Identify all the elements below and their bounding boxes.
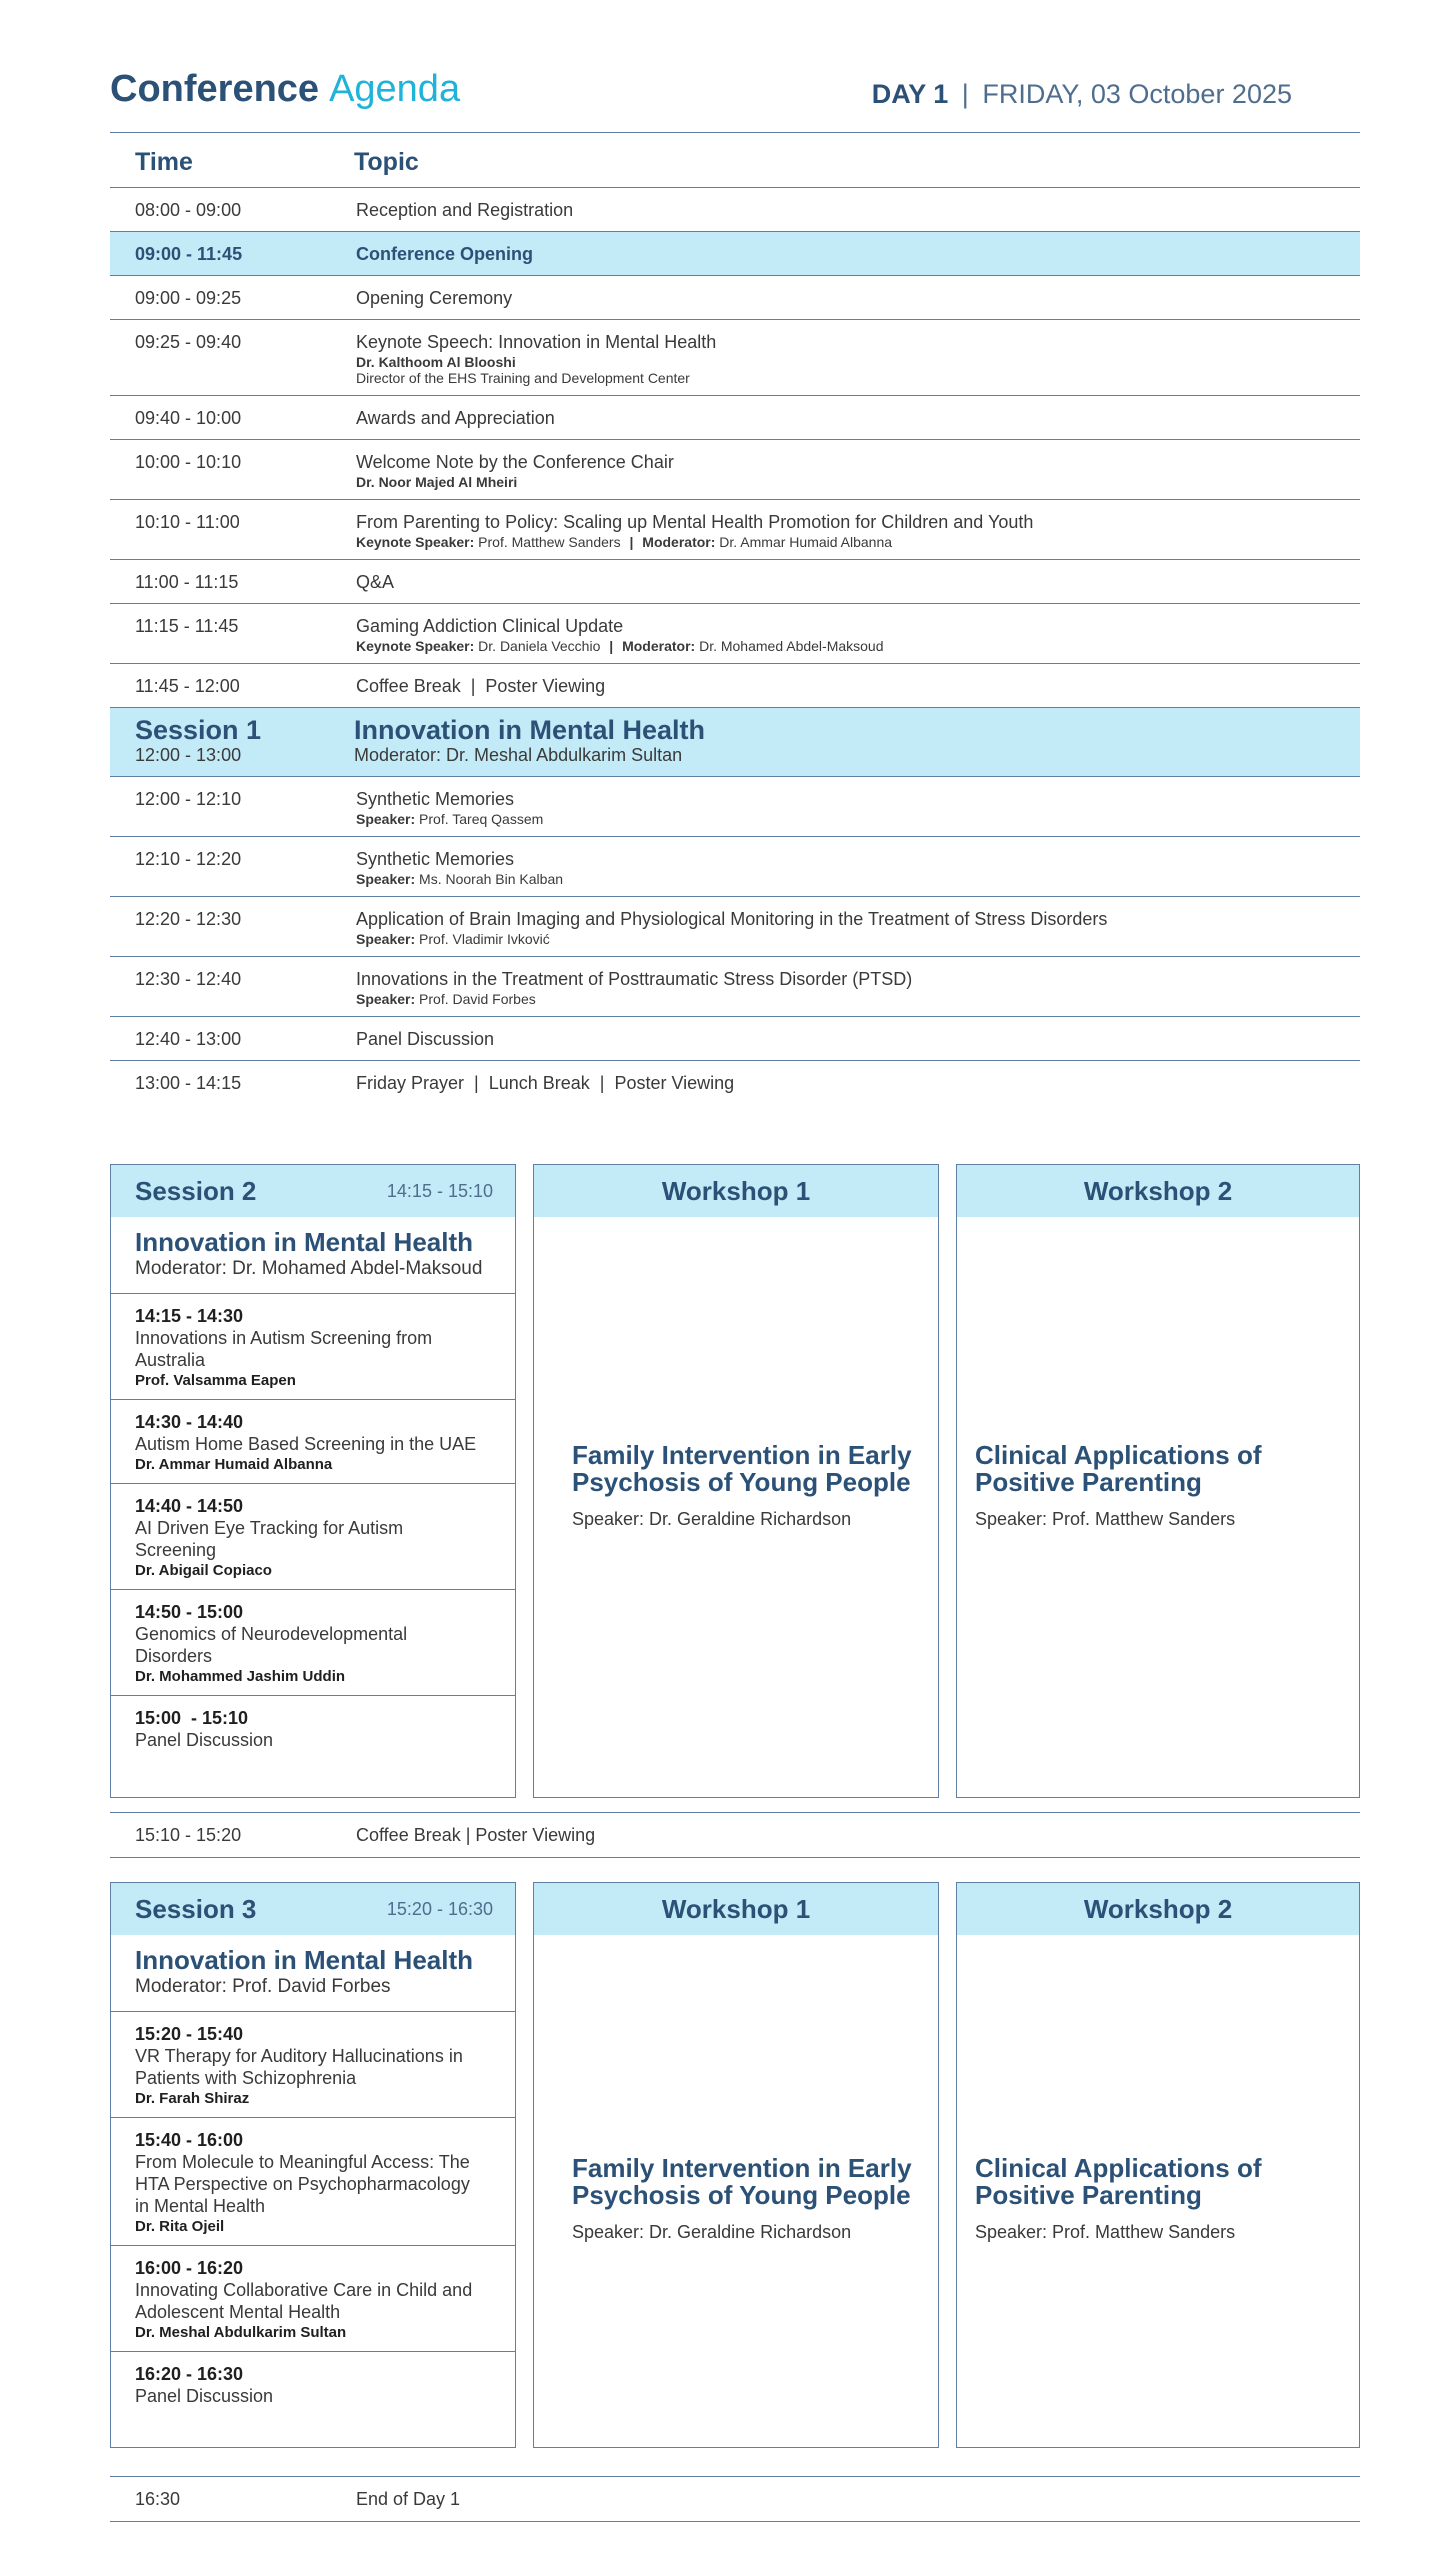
day-separator: |: [961, 79, 969, 109]
workshop1-body: [572, 1442, 918, 1530]
row-topic: Friday Prayer | Lunch Break | Poster Viewing: [356, 1073, 735, 1093]
row-topic: Conference Opening: [356, 244, 534, 264]
item-speaker: Dr. Ammar Humaid Albanna: [135, 1456, 333, 1473]
row-time: 11:00 - 11:15: [135, 572, 239, 592]
item-time: 15:40 - 16:00: [135, 2130, 244, 2150]
row-time: 09:25 - 09:40: [135, 332, 242, 352]
row-time: 12:30 - 12:40: [135, 969, 242, 989]
row-speaker: [356, 991, 1360, 1007]
table-row: [110, 500, 1360, 560]
session3-title: Innovation in Mental Health: [135, 1945, 474, 1975]
moderator-label: Moderator:: [642, 534, 716, 550]
session1-label: Session 1: [135, 715, 262, 745]
row-time: 09:40 - 10:00: [135, 408, 242, 428]
moderator-name: Dr. Ammar Humaid Albanna: [719, 534, 893, 550]
item-title: AI Driven Eye Tracking for Autism Screening: [135, 1518, 404, 1560]
workshop1-header: Workshop 1: [534, 1883, 938, 1935]
session2-time: 14:15 - 15:10: [386, 1180, 493, 1201]
page-title: [110, 66, 460, 112]
row-topic-cell: [356, 511, 1360, 550]
row-time: 11:15 - 11:45: [135, 616, 239, 636]
table-row: [110, 1061, 1360, 1104]
row-topic: Innovations in the Treatment of Posttraumatic Stress Disorder (PTSD): [356, 969, 913, 989]
session1-moderator: Moderator: Dr. Meshal Abdulkarim Sultan: [354, 745, 683, 765]
row-topic-cell: [356, 331, 1360, 386]
table-row: [110, 320, 1360, 396]
row-time: 12:40 - 13:00: [135, 1029, 242, 1049]
row-topic-cell: [356, 908, 1360, 947]
item-time: 14:30 - 14:40: [135, 1412, 244, 1432]
table-row: [110, 1017, 1360, 1061]
moderator-label: Moderator:: [622, 638, 696, 654]
row-topic-cell: [356, 848, 1360, 887]
item-time: 14:50 - 15:00: [135, 1602, 244, 1622]
item-title: Panel Discussion: [135, 1730, 274, 1750]
workshop1-title: Family Intervention in Early Psychosis of Young People: [572, 1440, 912, 1497]
session3-time: 15:20 - 16:30: [386, 1898, 493, 1919]
row-topic: Coffee Break | Poster Viewing: [356, 1824, 596, 1845]
row-time: 09:00 - 11:45: [135, 244, 243, 264]
workshop2-speaker: Speaker: Prof. Matthew Sanders: [975, 2222, 1236, 2242]
session1-title: Innovation in Mental Health: [354, 715, 706, 745]
workshop1-header: Workshop 1: [534, 1165, 938, 1217]
session-item: [111, 1696, 515, 1759]
session-item: [111, 1400, 515, 1484]
workshop2-title: Clinical Applications of Positive Parenting: [975, 2153, 1262, 2210]
row-topic-cell: [356, 968, 1360, 1007]
workshop2-header: Workshop 2: [957, 1165, 1359, 1217]
session2-workshop1-panel: [533, 1164, 939, 1798]
keynote-label: Keynote Speaker:: [356, 534, 475, 550]
workshop1-speaker: Speaker: Dr. Geraldine Richardson: [572, 2222, 852, 2242]
speaker-label: Speaker:: [356, 811, 416, 827]
row-speaker-role: Director of the EHS Training and Development Center: [356, 370, 690, 386]
day-date: [872, 76, 1292, 112]
row-speakers: [356, 534, 1360, 550]
header-rule: [110, 132, 1360, 133]
workshop1-body: [572, 2155, 918, 2243]
keynote-label: Keynote Speaker:: [356, 638, 475, 654]
item-time: 15:20 - 15:40: [135, 2024, 244, 2044]
workshop1-title: Family Intervention in Early Psychosis of Young People: [572, 2153, 912, 2210]
row-time: 08:00 - 09:00: [135, 200, 242, 220]
workshop2-title: Clinical Applications of Positive Parenting: [975, 1440, 1262, 1497]
title-bold: Conference: [110, 68, 320, 110]
coffee-break-row: [110, 1812, 1360, 1858]
table-row: [110, 276, 1360, 320]
row-speaker: [356, 354, 1360, 370]
table-row: [110, 837, 1360, 897]
item-speaker: Dr. Farah Shiraz: [135, 2090, 250, 2107]
workshop2-speaker: Speaker: Prof. Matthew Sanders: [975, 1509, 1236, 1529]
session-item: [111, 2118, 515, 2246]
table-row: [110, 188, 1360, 232]
speaker-name: Dr. Kalthoom Al Blooshi: [356, 354, 516, 370]
row-time: 10:00 - 10:10: [135, 452, 242, 472]
agenda-table: [110, 138, 1360, 1104]
speaker-name: Prof. Vladimir Ivković: [419, 931, 550, 947]
table-row: [110, 560, 1360, 604]
workshop1-speaker: Speaker: Dr. Geraldine Richardson: [572, 1509, 852, 1529]
page-header: [110, 66, 1360, 126]
row-time: 12:20 - 12:30: [135, 909, 242, 929]
item-time: 15:00 - 15:10: [135, 1708, 249, 1728]
speaker-name: Prof. David Forbes: [419, 991, 536, 1007]
table-row: [110, 664, 1360, 708]
session3-workshop2-panel: [956, 1882, 1360, 2448]
session3-header: [111, 1883, 515, 1935]
row-topic: Awards and Appreciation: [356, 408, 555, 428]
session-item: [111, 1590, 515, 1696]
row-topic: Reception and Registration: [356, 200, 574, 220]
row-time: 12:10 - 12:20: [135, 849, 242, 869]
item-time: 14:40 - 14:50: [135, 1496, 244, 1516]
row-speaker: [356, 474, 1360, 490]
table-header: [110, 138, 1360, 188]
item-title: Autism Home Based Screening in the UAE: [135, 1434, 477, 1454]
session-item: [111, 2012, 515, 2118]
row-time: 11:45 - 12:00: [135, 676, 240, 696]
row-speaker: [356, 871, 1360, 887]
speaker-name: Dr. Noor Majed Al Mheiri: [356, 474, 518, 490]
row-topic: Coffee Break | Poster Viewing: [356, 676, 606, 696]
row-topic-cell: [356, 451, 1360, 490]
table-row-highlight: [110, 232, 1360, 276]
row-speakers: [356, 638, 1360, 654]
row-topic: Application of Brain Imaging and Physiological Monitoring in the Treatment of Stress Disorders: [356, 909, 1108, 929]
item-speaker: Dr. Meshal Abdulkarim Sultan: [135, 2324, 347, 2341]
table-row: [110, 897, 1360, 957]
speaker-name: Prof. Tareq Qassem: [419, 811, 544, 827]
session1-title-cell: [354, 716, 705, 776]
row-topic: Gaming Addiction Clinical Update: [356, 616, 624, 636]
session3-moderator: Moderator: Prof. David Forbes: [135, 1976, 391, 1997]
row-time: 12:00 - 12:10: [135, 789, 242, 809]
row-time: 09:00 - 09:25: [135, 288, 242, 308]
row-speaker: [356, 811, 1360, 827]
row-topic: End of Day 1: [356, 2488, 461, 2509]
row-topic: From Parenting to Policy: Scaling up Mental Health Promotion for Children and Youth: [356, 512, 1034, 532]
item-speaker: Dr. Abigail Copiaco: [135, 1562, 272, 1579]
table-row: [110, 396, 1360, 440]
session2-workshop2-panel: [956, 1164, 1360, 1798]
row-topic: Synthetic Memories: [356, 789, 515, 809]
session3-panel: [110, 1882, 516, 2448]
table-row: [110, 604, 1360, 664]
item-title: Genomics of Neurodevelopmental Disorders: [135, 1624, 408, 1666]
session2-title-block: [111, 1217, 515, 1294]
row-topic: Welcome Note by the Conference Chair: [356, 452, 674, 472]
row-topic-cell: [356, 615, 1360, 654]
session2-label: Session 2: [135, 1175, 257, 1206]
item-title: Panel Discussion: [135, 2386, 274, 2406]
session2-moderator: Moderator: Dr. Mohamed Abdel-Maksoud: [135, 1258, 483, 1279]
table-row: [110, 957, 1360, 1017]
session3-workshop1-panel: [533, 1882, 939, 2448]
session-item: [111, 1294, 515, 1400]
item-time: 16:00 - 16:20: [135, 2258, 244, 2278]
row-time: 16:30: [135, 2488, 181, 2509]
session1-row: [110, 708, 1360, 777]
session2-panel: [110, 1164, 516, 1798]
row-topic: Opening Ceremony: [356, 288, 513, 308]
workshop2-body: [975, 2155, 1339, 2243]
item-speaker: Prof. Valsamma Eapen: [135, 1372, 296, 1389]
end-of-day-row: [110, 2476, 1360, 2522]
session2-block: [110, 1164, 1360, 1798]
day-label: DAY 1: [871, 79, 949, 109]
item-title: Innovating Collaborative Care in Child and Adolescent Mental Health: [135, 2280, 473, 2322]
session-item: [111, 1484, 515, 1590]
speaker-name: Ms. Noorah Bin Kalban: [419, 871, 564, 887]
session-item: [111, 2246, 515, 2352]
row-time: 13:00 - 14:15: [135, 1073, 242, 1093]
col-topic-header: Topic: [354, 148, 419, 176]
speaker-label: Speaker:: [356, 991, 416, 1007]
item-speaker: Dr. Rita Ojeil: [135, 2218, 225, 2235]
col-time-header: Time: [135, 148, 193, 176]
keynote-name: Dr. Daniela Vecchio: [478, 638, 601, 654]
item-time: 14:15 - 14:30: [135, 1306, 244, 1326]
item-title: Innovations in Autism Screening from Australia: [135, 1328, 433, 1370]
speaker-separator: |: [609, 638, 614, 654]
session1-time: 12:00 - 13:00: [135, 745, 242, 765]
session2-title: Innovation in Mental Health: [135, 1227, 474, 1257]
day-date-text: FRIDAY, 03 October 2025: [982, 79, 1292, 109]
row-topic: Q&A: [356, 572, 395, 592]
moderator-name: Dr. Mohamed Abdel-Maksoud: [699, 638, 884, 654]
row-topic: Keynote Speech: Innovation in Mental Health: [356, 332, 717, 352]
speaker-label: Speaker:: [356, 871, 416, 887]
workshop2-body: [975, 1442, 1339, 1530]
item-title: From Molecule to Meaningful Access: The HTA Perspective on Psychopharmacology in Mental Health: [135, 2152, 470, 2216]
session1-label-cell: [110, 716, 354, 776]
session3-title-block: [111, 1935, 515, 2012]
table-row: [110, 777, 1360, 837]
table-row: [110, 440, 1360, 500]
row-topic-cell: [356, 788, 1360, 827]
session3-block: [110, 1882, 1360, 2448]
row-speaker: [356, 931, 1360, 947]
row-time: 10:10 - 11:00: [135, 512, 240, 532]
session-item: [111, 2352, 515, 2415]
workshop2-header: Workshop 2: [957, 1883, 1359, 1935]
session2-header: [111, 1165, 515, 1217]
row-topic: Panel Discussion: [356, 1029, 495, 1049]
speaker-label: Speaker:: [356, 931, 416, 947]
speaker-separator: |: [629, 534, 634, 550]
row-topic: Synthetic Memories: [356, 849, 515, 869]
item-time: 16:20 - 16:30: [135, 2364, 244, 2384]
item-title: VR Therapy for Auditory Hallucinations in Patients with Schizophrenia: [135, 2046, 463, 2088]
title-light: Agenda: [329, 68, 461, 110]
row-time: 15:10 - 15:20: [135, 1824, 242, 1845]
item-speaker: Dr. Mohammed Jashim Uddin: [135, 1668, 346, 1685]
session3-label: Session 3: [135, 1893, 257, 1924]
keynote-name: Prof. Matthew Sanders: [478, 534, 621, 550]
